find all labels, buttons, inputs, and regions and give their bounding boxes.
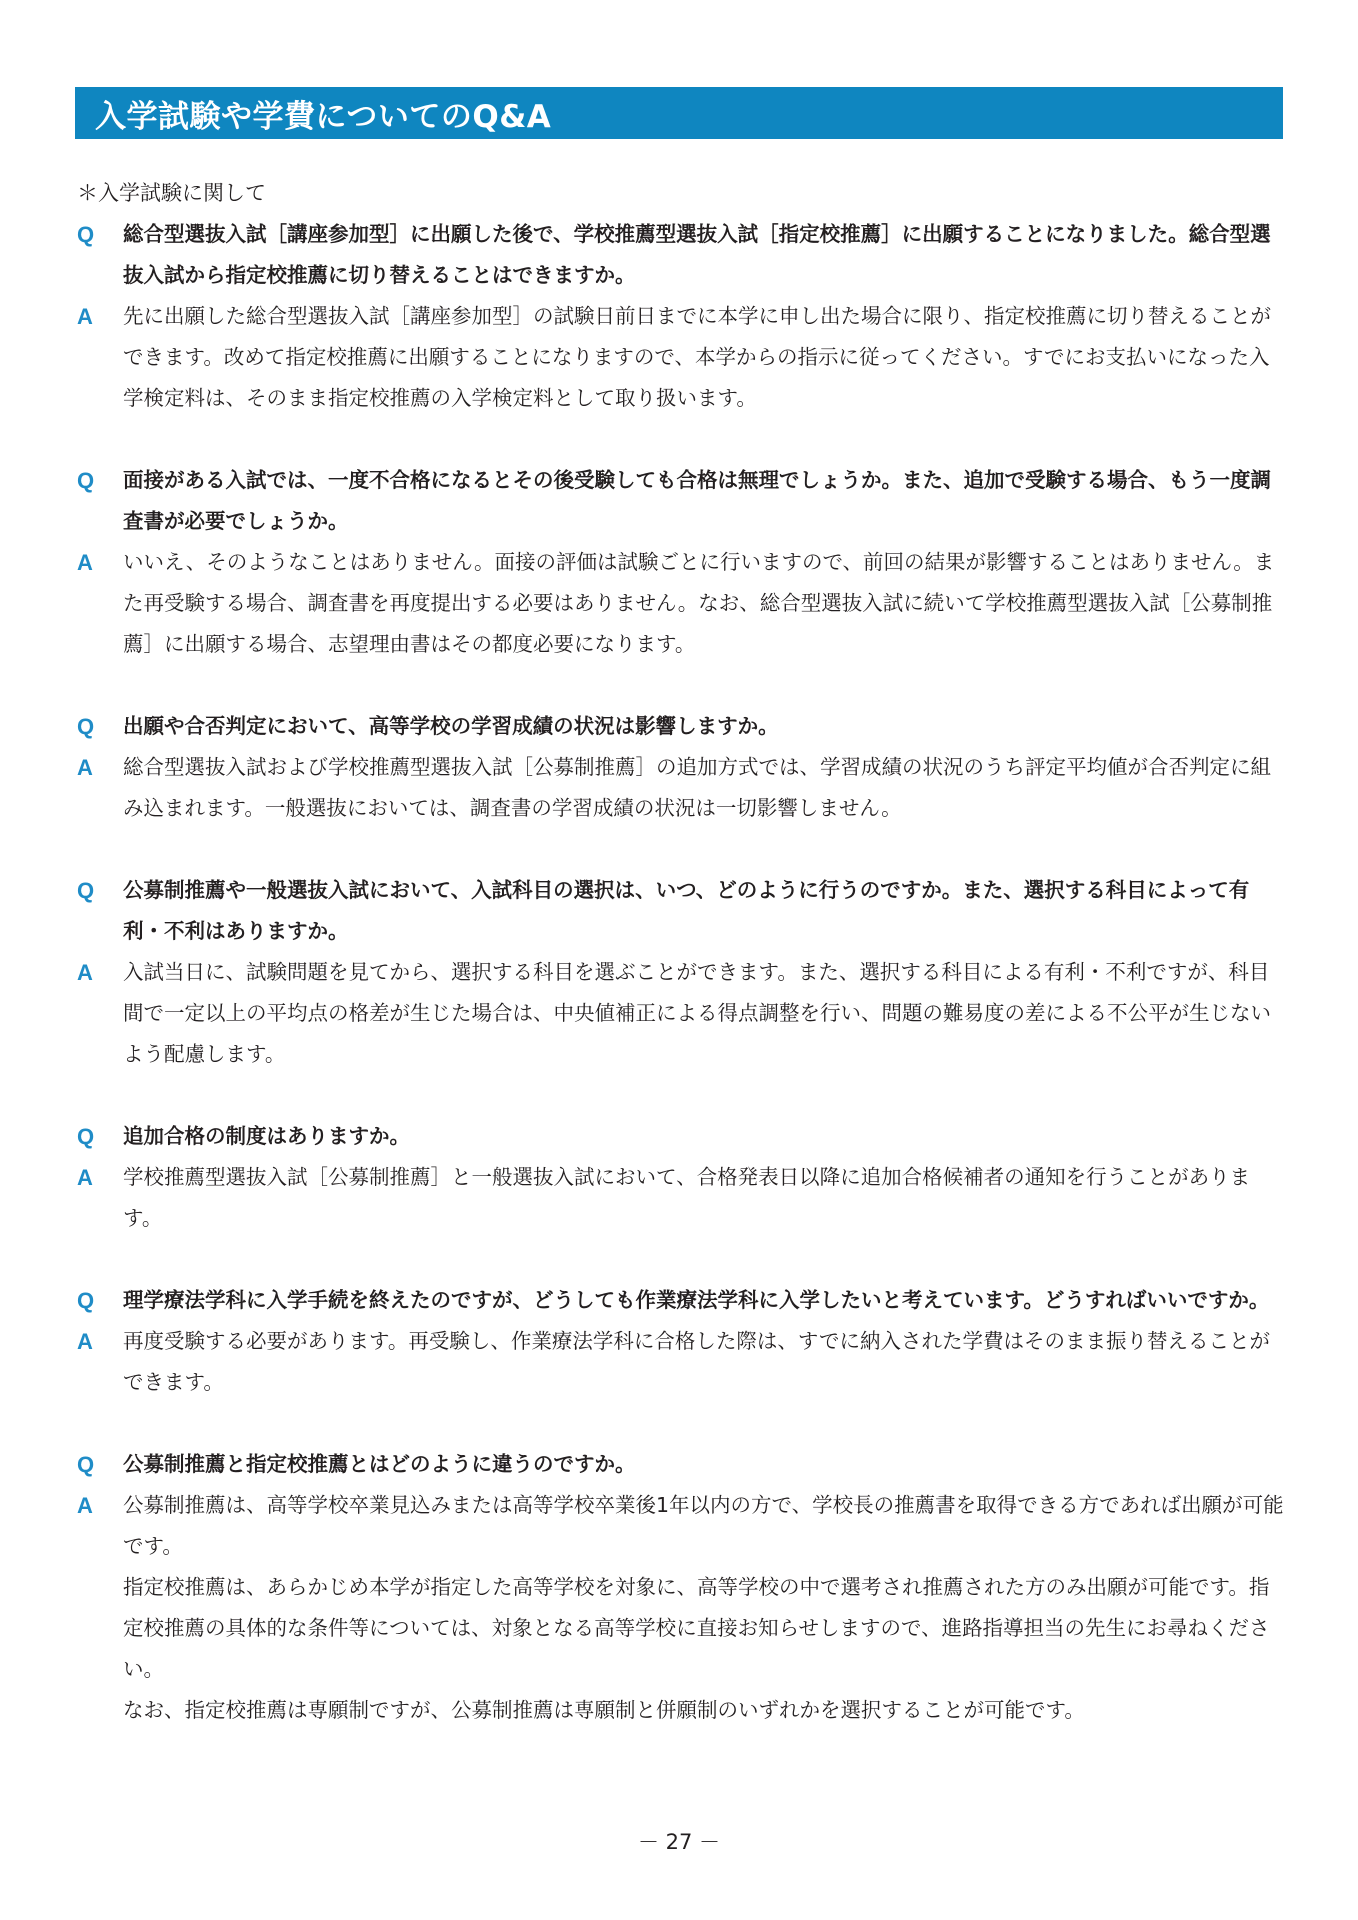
page-number: － 27 － bbox=[637, 1830, 721, 1854]
answer-marker: A bbox=[77, 550, 93, 575]
question-marker: Q bbox=[77, 222, 95, 247]
qa-item bbox=[75, 1280, 1285, 1403]
question-text: 追加合格の制度はありますか。 bbox=[123, 1124, 410, 1148]
answer-paragraph: なお、指定校推薦は専願制ですが、公募制推薦は専願制と併願制のいずれかを選択することが可能です。 bbox=[123, 1698, 1085, 1722]
question-row bbox=[75, 706, 1285, 747]
question-text: 理学療法学科に入学手続を終えたのですが、どうしても作業療法学科に入学したいと考えています。どうすればいいですか。 bbox=[123, 1288, 1270, 1312]
answer-marker: A bbox=[77, 304, 93, 329]
answer-text: 再度受験する必要があります。再受験し、作業療法学科に合格した際は、すでに納入された学費はそのまま振り替えることができます。 bbox=[123, 1329, 1270, 1394]
answer-marker: A bbox=[77, 1165, 93, 1190]
question-marker: Q bbox=[77, 878, 95, 903]
question-text: 面接がある入試では、一度不合格になるとその後受験しても合格は無理でしょうか。また、追加で受験する場合、もう一度調査書が必要でしょうか。 bbox=[123, 468, 1271, 533]
question-text: 公募制推薦と指定校推薦とはどのように違うのですか。 bbox=[123, 1452, 636, 1476]
answer-row bbox=[75, 1321, 1285, 1403]
qa-list bbox=[75, 214, 1285, 1772]
answer-text: いいえ、そのようなことはありません。面接の評価は試験ごとに行いますので、前回の結果が影響することはありません。また再受験する場合、調査書を再度提出する必要はありません。なお、総合型選抜入試に続いて学校推薦型選抜入試［公募制推薦］に出願する場合、志望理由書はその都度必要になります。 bbox=[123, 550, 1275, 656]
answer-body bbox=[123, 1485, 1285, 1731]
answer-text: 先に出願した総合型選抜入試［講座参加型］の試験日前日までに本学に申し出た場合に限り、指定校推薦に切り替えることができます。改めて指定校推薦に出願することになりますので、本学からの指示に従ってください。すでにお支払いになった入学検定料は、そのまま指定校推薦の入学検定料として取り扱います。 bbox=[123, 304, 1271, 410]
question-row bbox=[75, 1280, 1285, 1321]
answer-marker: A bbox=[77, 960, 93, 985]
question-text: 出願や合否判定において、高等学校の学習成績の状況は影響しますか。 bbox=[123, 714, 779, 738]
answer-body bbox=[123, 1321, 1285, 1403]
answer-body bbox=[123, 952, 1285, 1075]
answer-text: 学校推薦型選抜入試［公募制推薦］と一般選抜入試において、合格発表日以降に追加合格候補者の通知を行うことがあります。 bbox=[123, 1165, 1251, 1230]
qa-item bbox=[75, 460, 1285, 665]
question-marker: Q bbox=[77, 714, 95, 739]
question-text: 総合型選抜入試［講座参加型］に出願した後で、学校推薦型選抜入試［指定校推薦］に出願することになりました。総合型選抜入試から指定校推薦に切り替えることはできますか。 bbox=[123, 222, 1271, 287]
answer-marker: A bbox=[77, 1493, 93, 1518]
answer-row bbox=[75, 952, 1285, 1075]
answer-body bbox=[123, 542, 1285, 665]
answer-row bbox=[75, 542, 1285, 665]
qa-item bbox=[75, 870, 1285, 1075]
answer-body bbox=[123, 747, 1285, 829]
answer-row bbox=[75, 1485, 1285, 1731]
answer-text: 総合型選抜入試および学校推薦型選抜入試［公募制推薦］の追加方式では、学習成績の状況のうち評定平均値が合否判定に組み込まれます。一般選抜においては、調査書の学習成績の状況は一切影響しません。 bbox=[123, 755, 1271, 820]
answer-row bbox=[75, 747, 1285, 829]
question-text: 公募制推薦や一般選抜入試において、入試科目の選択は、いつ、どのように行うのですか。また、選択する科目によって有利・不利はありますか。 bbox=[123, 878, 1250, 943]
answer-marker: A bbox=[77, 755, 93, 780]
question-marker: Q bbox=[77, 468, 95, 493]
answer-marker: A bbox=[77, 1329, 93, 1354]
answer-body bbox=[123, 296, 1285, 419]
question-row bbox=[75, 870, 1285, 952]
qa-item bbox=[75, 1444, 1285, 1731]
section-label: ＊入学試験に関して bbox=[77, 181, 266, 205]
question-row bbox=[75, 1116, 1285, 1157]
question-marker: Q bbox=[77, 1288, 95, 1313]
question-marker: Q bbox=[77, 1452, 95, 1477]
answer-paragraph: 公募制推薦は、高等学校卒業見込みまたは高等学校卒業後1年以内の方で、学校長の推薦書を取得できる方であれば出願が可能です。 bbox=[123, 1493, 1284, 1558]
page-title: 入学試験や学費についてのQ&A bbox=[95, 98, 552, 135]
qa-item bbox=[75, 1116, 1285, 1239]
question-row bbox=[75, 214, 1285, 296]
question-row bbox=[75, 1444, 1285, 1485]
answer-paragraph: 指定校推薦は、あらかじめ本学が指定した高等学校を対象に、高等学校の中で選考され推薦された方のみ出願が可能です。指定校推薦の具体的な条件等については、対象となる高等学校に直接お知らせしますので、進路指導担当の先生にお尋ねください。 bbox=[123, 1575, 1270, 1681]
answer-text: 入試当日に、試験問題を見てから、選択する科目を選ぶことができます。また、選択する科目による有利・不利ですが、科目間で一定以上の平均点の格差が生じた場合は、中央値補正による得点調整を行い、問題の難易度の差による不公平が生じないよう配慮します。 bbox=[123, 960, 1271, 1066]
qa-item bbox=[75, 214, 1285, 419]
qa-item bbox=[75, 706, 1285, 829]
section-header-bar bbox=[75, 87, 1283, 139]
answer-row bbox=[75, 296, 1285, 419]
question-marker: Q bbox=[77, 1124, 95, 1149]
answer-row bbox=[75, 1157, 1285, 1239]
question-row bbox=[75, 460, 1285, 542]
answer-body bbox=[123, 1157, 1285, 1239]
